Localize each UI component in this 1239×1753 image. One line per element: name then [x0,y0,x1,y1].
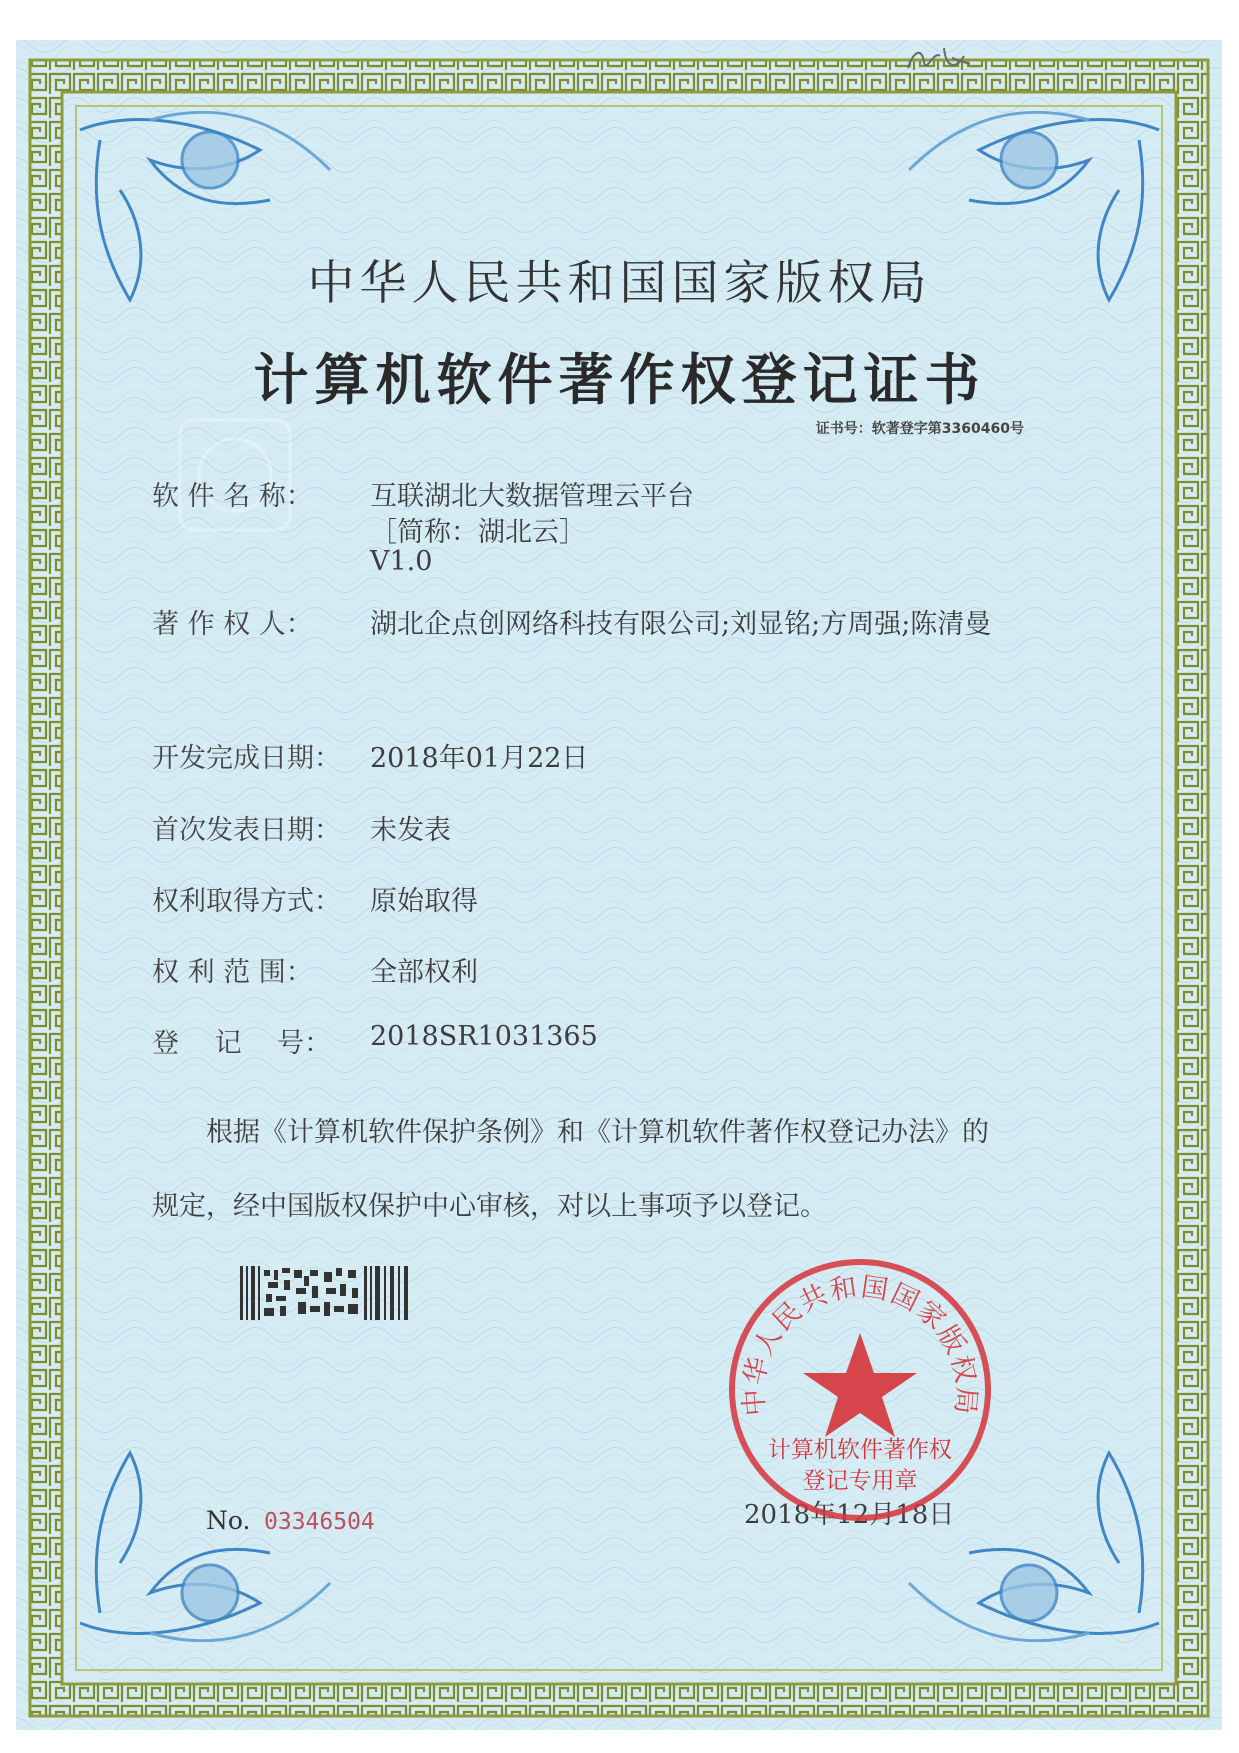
scope-label: 权 利 范 围： [152,957,313,988]
seal-star [803,1333,917,1437]
acquisition: 原始取得 [370,886,478,917]
copyright-owner: 湖北企点创网络科技有限公司;刘显铭;方周强;陈清曼 [370,609,992,640]
seal-outer-text: 中华人民共和国国家版权局 [738,1271,982,1418]
serial-number-label: No. [206,1506,251,1535]
certificate-number-label: 证书号： [815,421,872,437]
handwritten-mark [900,38,980,88]
completion-date: 2018年01月22日 [370,743,589,774]
software-short-name: ［简称：湖北云］ [370,517,586,548]
acquisition-label: 权利取得方式： [152,886,341,917]
registration-number: 2018SR1031365 [370,1021,598,1052]
barcode-image [240,1266,412,1320]
copyright-owner-label: 著 作 权 人： [152,609,313,640]
software-version: V1.0 [370,546,433,577]
first-publish-label: 首次发表日期： [152,815,341,846]
issuing-authority: 中华人民共和国国家版权局 [307,256,932,311]
software-name: 互联湖北大数据管理云平台 [370,481,694,512]
certificate-title: 计算机软件著作权登记证书 [253,347,986,412]
seal-text-line-1: 计算机软件著作权 [768,1437,952,1463]
software-name-label: 软 件 名 称： [152,481,313,512]
registration-number-label: 登 记 号： [152,1028,332,1059]
certificate-number-value: 软著登字第3360460号 [871,421,1024,437]
seal-text-line-2: 登记专用章 [802,1468,918,1494]
scope: 全部权利 [370,957,478,988]
issue-date: 2018年12月18日 [744,1500,955,1530]
statement-line-1: 根据《计算机软件保护条例》和《计算机软件著作权登记办法》的 [206,1117,989,1148]
certificate-number [0,418,1024,438]
statement-line-2: 规定，经中国版权保护中心审核，对以上事项予以登记。 [152,1191,827,1222]
completion-date-label: 开发完成日期： [152,743,341,774]
serial-number: 03346504 [264,1509,375,1535]
first-publish: 未发表 [370,815,451,846]
